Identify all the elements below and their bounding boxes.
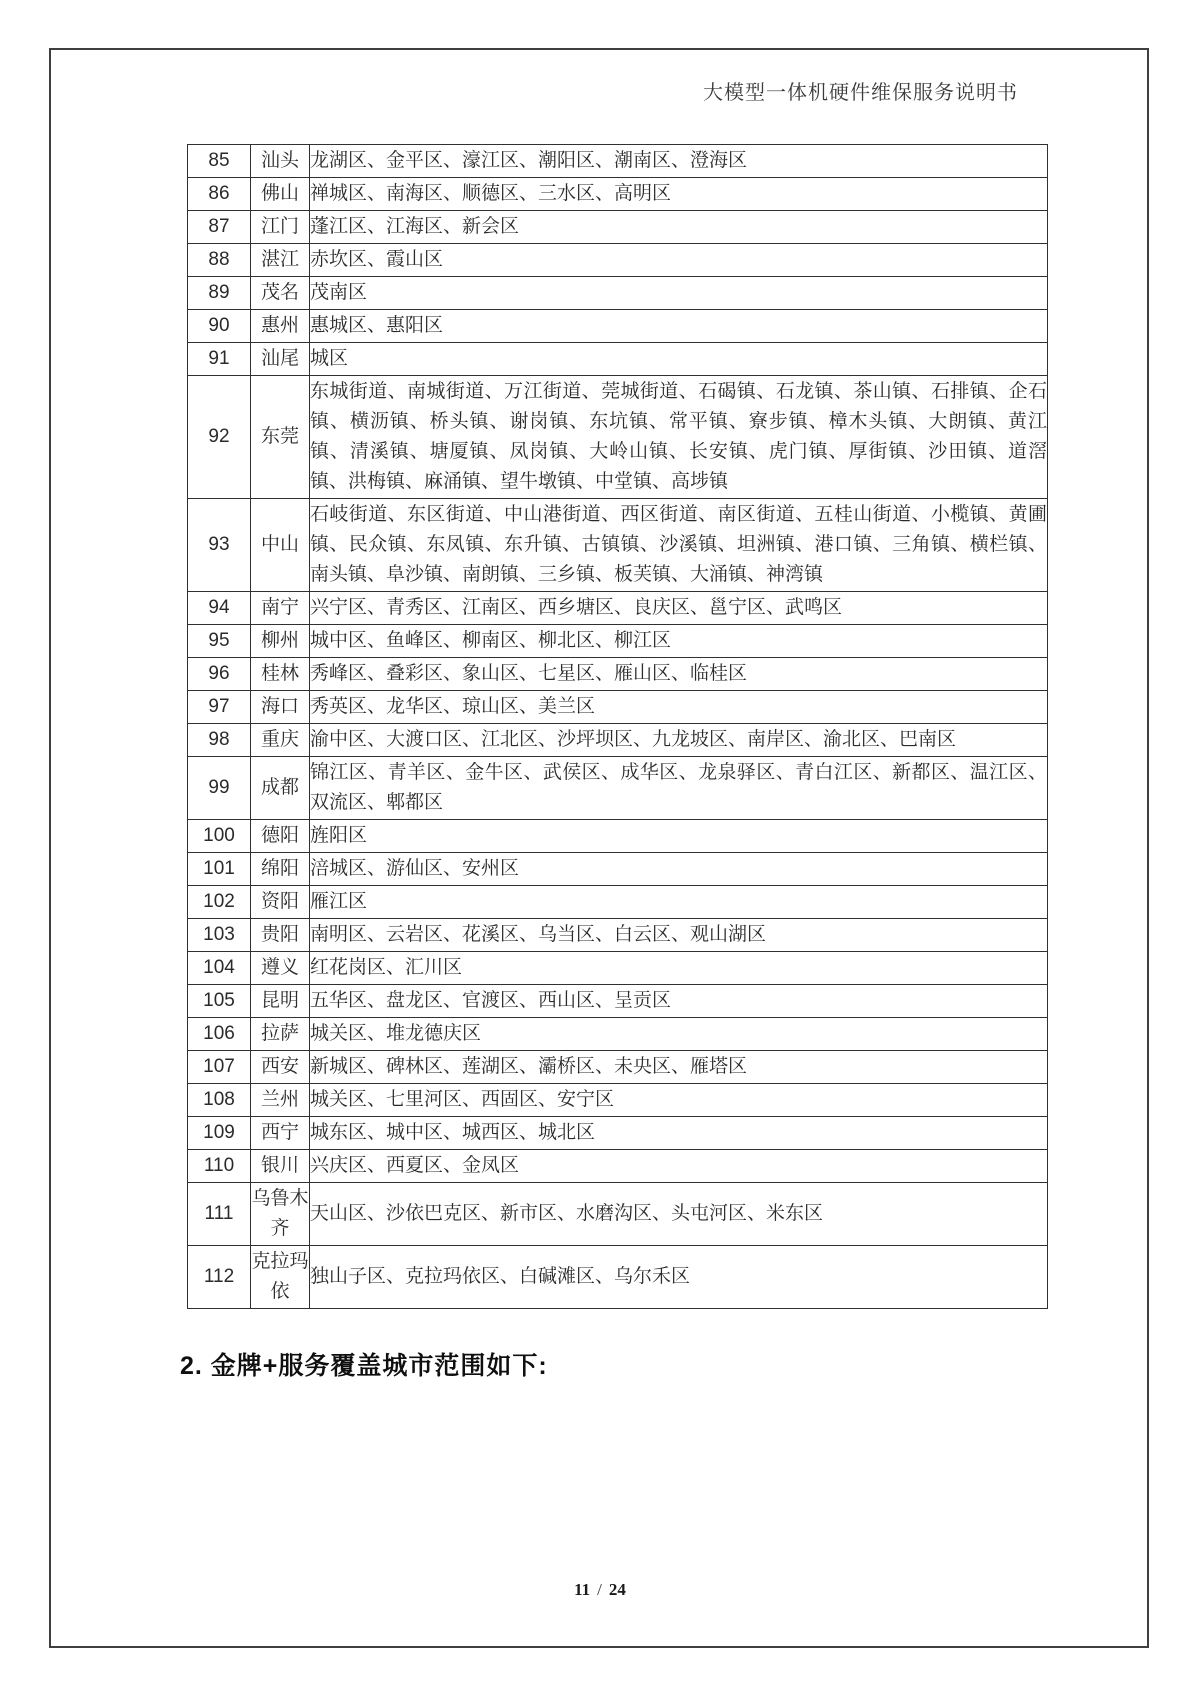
cell-city: 昆明 (251, 985, 310, 1018)
cell-no: 93 (188, 499, 251, 592)
table-row (188, 919, 1048, 952)
cell-districts: 龙湖区、金平区、濠江区、潮阳区、潮南区、澄海区 (310, 145, 1048, 178)
cell-city: 成都 (251, 757, 310, 820)
cell-districts: 五华区、盘龙区、官渡区、西山区、呈贡区 (310, 985, 1048, 1018)
cell-city: 资阳 (251, 886, 310, 919)
cell-city: 拉萨 (251, 1018, 310, 1051)
cell-city: 兰州 (251, 1084, 310, 1117)
cell-districts: 涪城区、游仙区、安州区 (310, 853, 1048, 886)
cell-no: 112 (188, 1246, 251, 1309)
cell-no: 100 (188, 820, 251, 853)
cell-no: 94 (188, 592, 251, 625)
cell-city: 中山 (251, 499, 310, 592)
section-heading: 2. 金牌+服务覆盖城市范围如下: (180, 1352, 548, 1380)
table-row (188, 1051, 1048, 1084)
table-row (188, 499, 1048, 592)
cell-districts: 茂南区 (310, 277, 1048, 310)
table-row (188, 1183, 1048, 1246)
table-row (188, 658, 1048, 691)
cell-districts: 城关区、堆龙德庆区 (310, 1018, 1048, 1051)
cell-city: 柳州 (251, 625, 310, 658)
cell-city: 汕头 (251, 145, 310, 178)
cell-city: 惠州 (251, 310, 310, 343)
cell-no: 97 (188, 691, 251, 724)
cell-no: 96 (188, 658, 251, 691)
table-row (188, 343, 1048, 376)
table-row (188, 178, 1048, 211)
cell-districts: 雁江区 (310, 886, 1048, 919)
cell-city: 南宁 (251, 592, 310, 625)
table-row (188, 277, 1048, 310)
table-row (188, 724, 1048, 757)
cell-no: 87 (188, 211, 251, 244)
cell-no: 110 (188, 1150, 251, 1183)
cell-districts: 红花岗区、汇川区 (310, 952, 1048, 985)
cell-city: 绵阳 (251, 853, 310, 886)
cell-city: 海口 (251, 691, 310, 724)
cell-no: 98 (188, 724, 251, 757)
page-number-total: 24 (608, 1580, 626, 1599)
cell-city: 德阳 (251, 820, 310, 853)
cell-districts: 城区 (310, 343, 1048, 376)
table-row (188, 625, 1048, 658)
cell-districts: 南明区、云岩区、花溪区、乌当区、白云区、观山湖区 (310, 919, 1048, 952)
cell-city: 银川 (251, 1150, 310, 1183)
cell-districts: 兴庆区、西夏区、金凤区 (310, 1150, 1048, 1183)
cell-city: 江门 (251, 211, 310, 244)
table-row (188, 1084, 1048, 1117)
cell-districts: 东城街道、南城街道、万江街道、莞城街道、石碣镇、石龙镇、茶山镇、石排镇、企石镇、横沥镇、桥头镇、谢岗镇、东坑镇、常平镇、寮步镇、樟木头镇、大朗镇、黄江镇、清溪镇、塘厦镇、凤岗镇、大岭山镇、长安镇、虎门镇、厚街镇、沙田镇、道滘镇、洪梅镇、麻涌镇、望牛墩镇、中堂镇、高埗镇 (310, 376, 1048, 499)
cell-no: 92 (188, 376, 251, 499)
cell-districts: 惠城区、惠阳区 (310, 310, 1048, 343)
cell-districts: 赤坎区、霞山区 (310, 244, 1048, 277)
cell-no: 90 (188, 310, 251, 343)
city-coverage-table (187, 144, 1048, 1309)
cell-city: 西安 (251, 1051, 310, 1084)
cell-city: 桂林 (251, 658, 310, 691)
cell-districts: 石岐街道、东区街道、中山港街道、西区街道、南区街道、五桂山街道、小榄镇、黄圃镇、民众镇、东凤镇、东升镇、古镇镇、沙溪镇、坦洲镇、港口镇、三角镇、横栏镇、南头镇、阜沙镇、南朗镇、三乡镇、板芙镇、大涌镇、神湾镇 (310, 499, 1048, 592)
cell-no: 86 (188, 178, 251, 211)
table-row (188, 592, 1048, 625)
cell-city: 佛山 (251, 178, 310, 211)
table-row (188, 1018, 1048, 1051)
table-row (188, 1117, 1048, 1150)
table-row (188, 376, 1048, 499)
table-row (188, 952, 1048, 985)
cell-districts: 天山区、沙依巴克区、新市区、水磨沟区、头屯河区、米东区 (310, 1183, 1048, 1246)
table-row (188, 145, 1048, 178)
cell-no: 108 (188, 1084, 251, 1117)
page-number-separator: / (597, 1580, 602, 1599)
table-row (188, 886, 1048, 919)
cell-no: 106 (188, 1018, 251, 1051)
table-row (188, 853, 1048, 886)
cell-city: 贵阳 (251, 919, 310, 952)
table-row (188, 985, 1048, 1018)
cell-districts: 蓬江区、江海区、新会区 (310, 211, 1048, 244)
cell-city: 湛江 (251, 244, 310, 277)
cell-districts: 独山子区、克拉玛依区、白碱滩区、乌尔禾区 (310, 1246, 1048, 1309)
cell-city: 汕尾 (251, 343, 310, 376)
table-row (188, 211, 1048, 244)
cell-no: 85 (188, 145, 251, 178)
cell-districts: 秀英区、龙华区、琼山区、美兰区 (310, 691, 1048, 724)
cell-no: 91 (188, 343, 251, 376)
cell-no: 99 (188, 757, 251, 820)
cell-no: 107 (188, 1051, 251, 1084)
table-row (188, 310, 1048, 343)
cell-no: 89 (188, 277, 251, 310)
cell-no: 102 (188, 886, 251, 919)
cell-districts: 旌阳区 (310, 820, 1048, 853)
table-row (188, 1150, 1048, 1183)
cell-districts: 城东区、城中区、城西区、城北区 (310, 1117, 1048, 1150)
page-number (0, 1580, 1200, 1600)
table-row (188, 1246, 1048, 1309)
cell-city: 遵义 (251, 952, 310, 985)
table-row (188, 244, 1048, 277)
cell-no: 104 (188, 952, 251, 985)
cell-city: 茂名 (251, 277, 310, 310)
cell-no: 111 (188, 1183, 251, 1246)
cell-city: 克拉玛依 (251, 1246, 310, 1309)
city-coverage-table-body (188, 145, 1048, 1309)
cell-no: 103 (188, 919, 251, 952)
header-title: 大模型一体机硬件维保服务说明书 (703, 82, 1018, 104)
cell-districts: 锦江区、青羊区、金牛区、武侯区、成华区、龙泉驿区、青白江区、新都区、温江区、双流区、郫都区 (310, 757, 1048, 820)
cell-no: 109 (188, 1117, 251, 1150)
cell-no: 95 (188, 625, 251, 658)
table-row (188, 757, 1048, 820)
cell-no: 88 (188, 244, 251, 277)
page-number-current: 11 (574, 1580, 591, 1599)
cell-districts: 渝中区、大渡口区、江北区、沙坪坝区、九龙坡区、南岸区、渝北区、巴南区 (310, 724, 1048, 757)
cell-districts: 新城区、碑林区、莲湖区、灞桥区、未央区、雁塔区 (310, 1051, 1048, 1084)
cell-no: 101 (188, 853, 251, 886)
cell-districts: 兴宁区、青秀区、江南区、西乡塘区、良庆区、邕宁区、武鸣区 (310, 592, 1048, 625)
cell-city: 东莞 (251, 376, 310, 499)
cell-city: 西宁 (251, 1117, 310, 1150)
cell-city: 乌鲁木齐 (251, 1183, 310, 1246)
cell-districts: 秀峰区、叠彩区、象山区、七星区、雁山区、临桂区 (310, 658, 1048, 691)
table-row (188, 691, 1048, 724)
cell-city: 重庆 (251, 724, 310, 757)
cell-districts: 城关区、七里河区、西固区、安宁区 (310, 1084, 1048, 1117)
table-row (188, 820, 1048, 853)
cell-districts: 禅城区、南海区、顺德区、三水区、高明区 (310, 178, 1048, 211)
cell-no: 105 (188, 985, 251, 1018)
cell-districts: 城中区、鱼峰区、柳南区、柳北区、柳江区 (310, 625, 1048, 658)
